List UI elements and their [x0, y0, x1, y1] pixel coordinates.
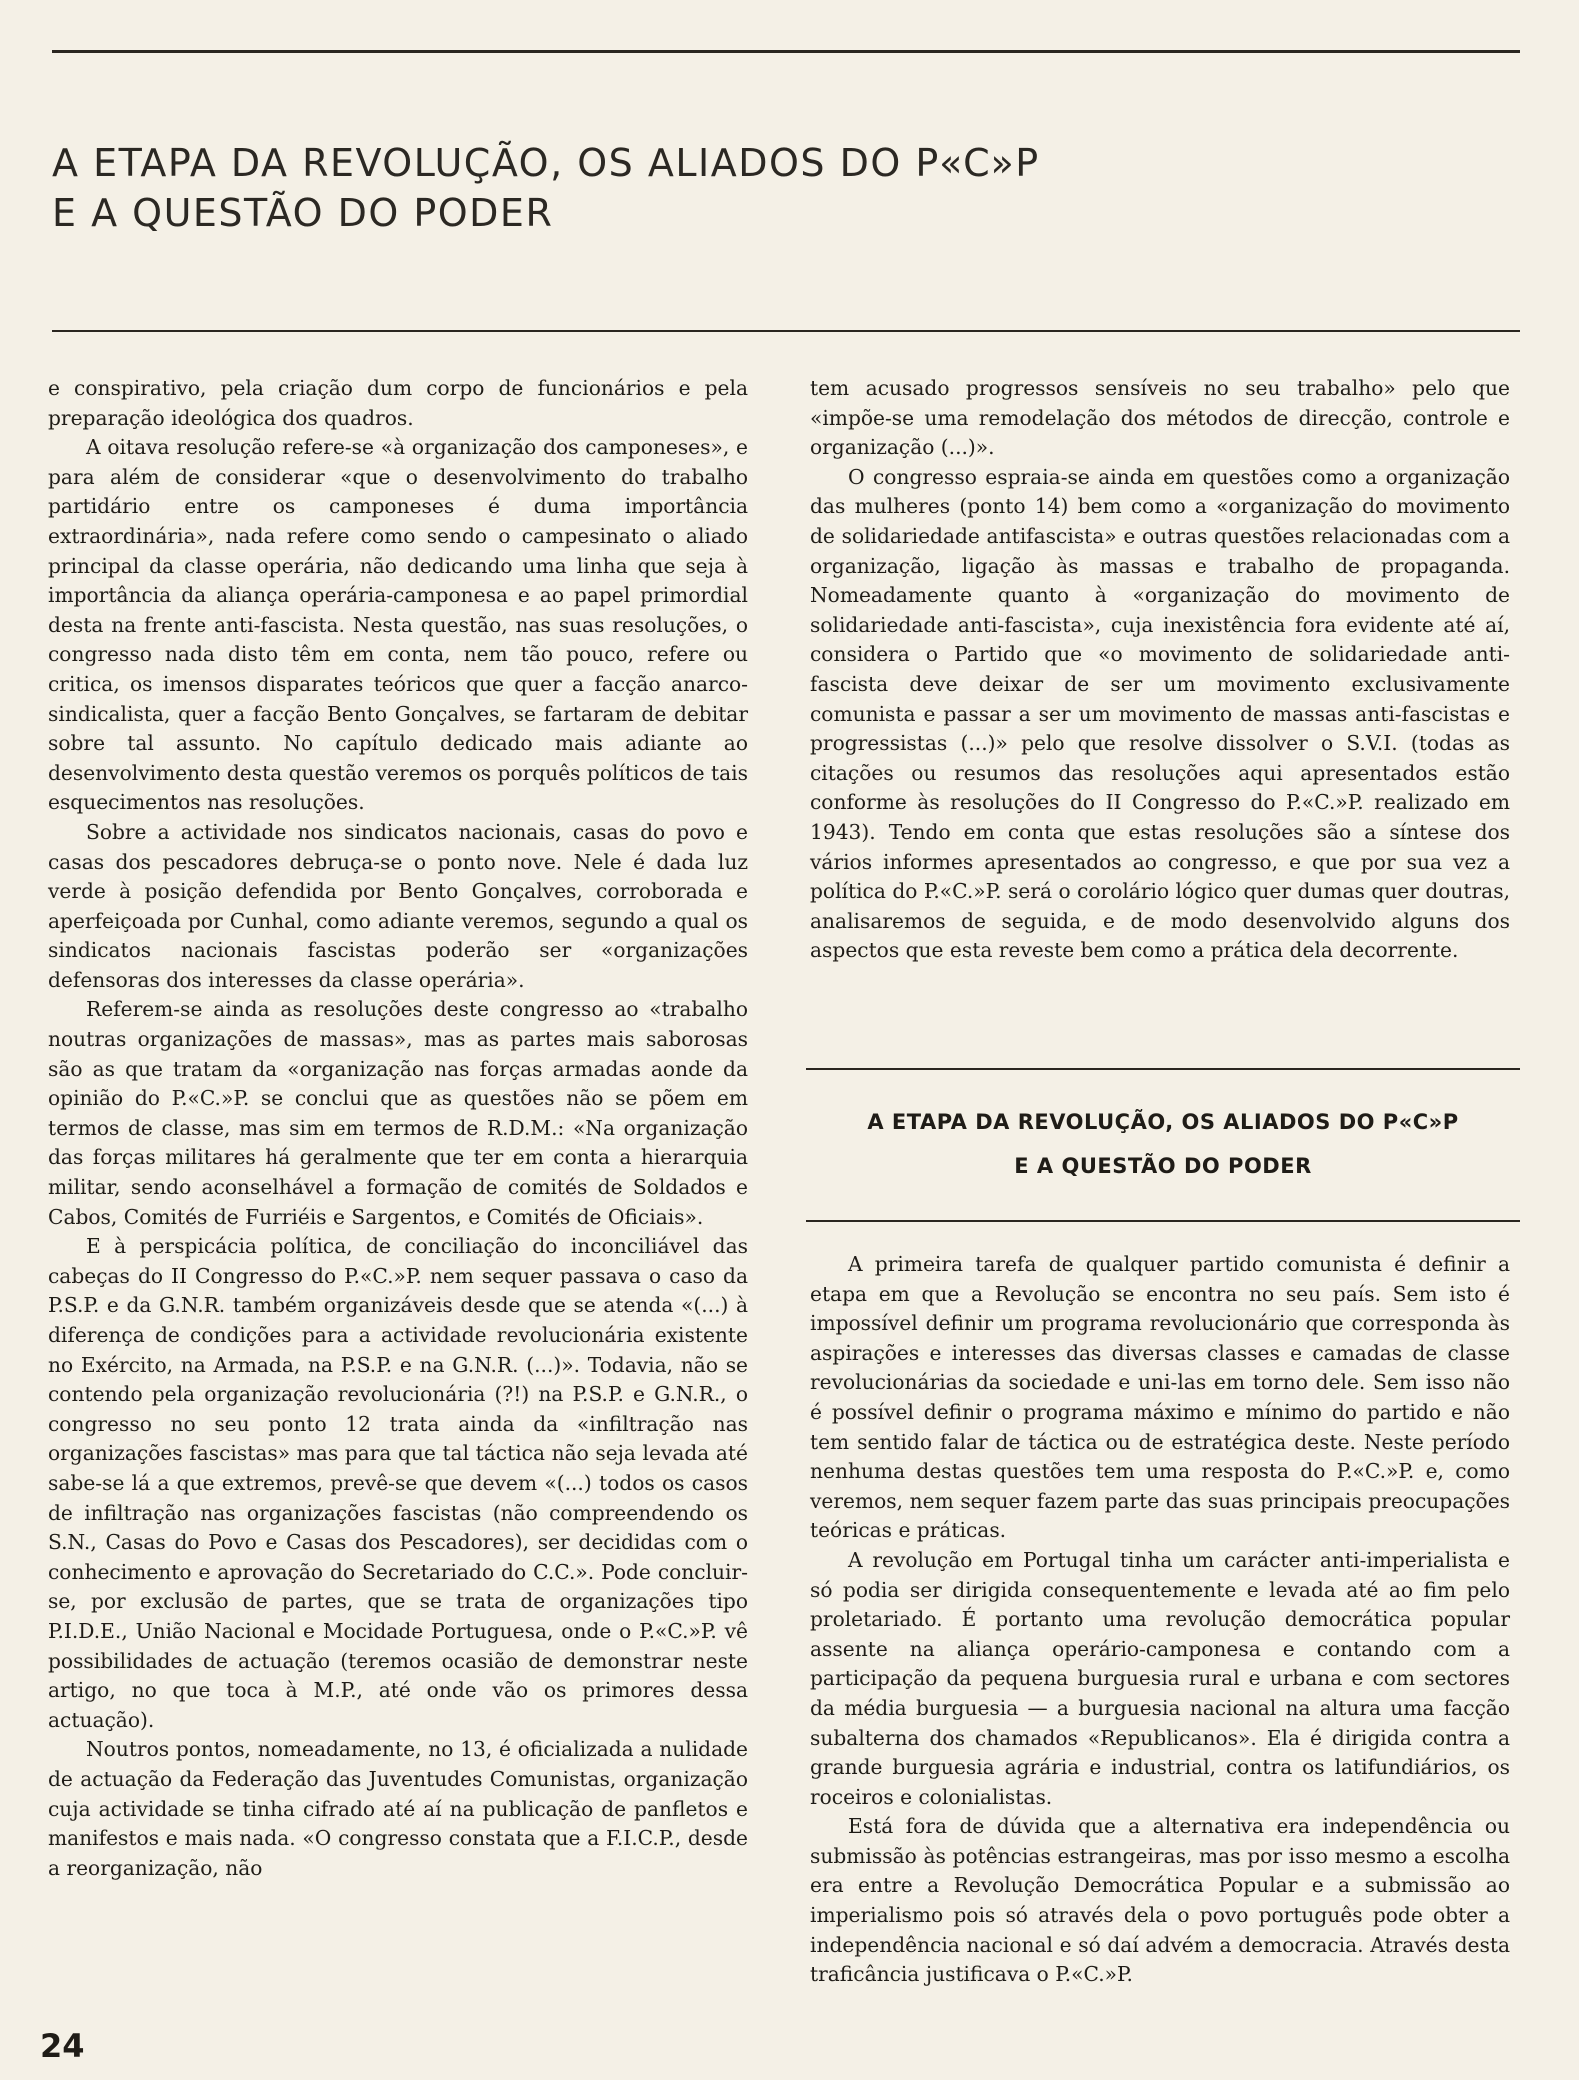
page-title-line-2: E A QUESTÃO DO PODER — [52, 191, 554, 235]
top-rule — [52, 50, 1520, 53]
section-rule-bottom — [806, 1220, 1520, 1222]
paragraph: A primeira tarefa de qualquer partido comunista é definir a etapa em que a Revolução se encontra no seu país. Sem isto é impossível definir um programa revolucionário que corresponda às aspirações e interesses das diversas classes e camadas de classe revolucionárias da sociedade e uni-las em torno dele. Sem isso não é possível definir o programa máximo e mínimo do partido e não tem sentido falar de táctica ou de estratégica deste. Neste período nenhuma destas questões tem uma resposta do P.«C.»P. e, como veremos, nem sequer fazem parte das suas principais preocupações teóricas e práticas. — [810, 1252, 1510, 1543]
paragraph: Noutros pontos, nomeadamente, no 13, é oficializada a nulidade de actuação da Federação das Juventudes Comunistas, organização cuja actividade se tinha cifrado até aí na publicação de panfletos e manifestos e mais nada. «O congresso constata que a F.I.C.P., desde a reorganização, não — [48, 1737, 748, 1880]
page-number: 24 — [40, 2027, 85, 2065]
paragraph: Referem-se ainda as resoluções deste congresso ao «trabalho noutras organizações de massas», mas as partes mais saborosas são as que tratam da «organização nas forças armadas aonde da opinião do P.«C.»P. se conclui que as questões não se põem em termos de classe, mas sim em termos de R.D.M.: «Na organização das forças militares há geralmente que ter em conta a hierarquia militar, sendo aconselhável a formação de comités de Soldados e Cabos, Comités de Furriéis e Sargentos, e Comités de Oficiais». — [48, 997, 748, 1229]
section-heading-line-2: E A QUESTÃO DO PODER — [1014, 1154, 1312, 1178]
section-heading — [806, 1100, 1520, 1188]
paragraph: Está fora de dúvida que a alternativa era independência ou submissão às potências estrangeiras, mas por isso mesmo a escolha era entre a Revolução Democrática Popular e a submissão ao imperialismo pois só através dela o povo português pode obter a independência nacional e só daí advém a democracia. Através desta traficância justificava o P.«C.»P. — [810, 1814, 1510, 1987]
paragraph: tem acusado progressos sensíveis no seu trabalho» pelo que «impõe-se uma remodelação dos métodos de direcção, controle e organização (...)». — [810, 376, 1510, 460]
right-column-bottom — [810, 1250, 1510, 1990]
page-title-line-1: A ETAPA DA REVOLUÇÃO, OS ALIADOS DO P«C»P — [52, 141, 1040, 185]
section-rule-top — [806, 1068, 1520, 1070]
left-column — [48, 374, 748, 1883]
paragraph: e conspirativo, pela criação dum corpo de funcionários e pela preparação ideológica dos quadros. — [48, 376, 748, 430]
paragraph: A oitava resolução refere-se «à organização dos camponeses», e para além de considerar «que o desenvolvimento do trabalho partidário entre os camponeses é duma importância extraordinária», nada refere como sendo o campesinato o aliado principal da classe operária, não dedicando uma linha que seja à importância da aliança operária-camponesa e ao papel primordial desta na frente anti-fascista. Nesta questão, nas suas resoluções, o congresso nada disto têm em conta, nem tão pouco, refere ou critica, os imensos disparates teóricos que quer a facção anarco-sindicalista, quer a facção Bento Gonçalves, se fartaram de debitar sobre tal assunto. No capítulo dedicado mais adiante ao desenvolvimento desta questão veremos os porquês políticos de tais esquecimentos nas resoluções. — [48, 435, 748, 815]
paragraph: Sobre a actividade nos sindicatos nacionais, casas do povo e casas dos pescadores debruça-se o ponto nove. Nele é dada luz verde à posição defendida por Bento Gonçalves, corroborada e aperfeiçoada por Cunhal, como adiante veremos, segundo a qual os sindicatos nacionais fascistas poderão ser «organizações defensoras dos interesses da classe operária». — [48, 819, 748, 992]
section-heading-line-1: A ETAPA DA REVOLUÇÃO, OS ALIADOS DO P«C»P — [867, 1110, 1459, 1134]
title-rule — [52, 330, 1520, 332]
right-column-top — [810, 374, 1510, 966]
paragraph: O congresso espraia-se ainda em questões como a organização das mulheres (ponto 14) bem como a «organização do movimento de solidariedade antifascista» e outras questões relacionadas com a organização, ligação às massas e trabalho de propaganda. Nomeadamente quanto à «organização do movimento de solidariedade anti-fascista», cuja inexistência fora evidente até aí, considera o Partido que «o movimento de solidariedade anti-fascista deve deixar de ser um movimento exclusivamente comunista e passar a ser um movimento de massas anti-fascistas e progressistas (...)» pelo que resolve dissolver o S.V.I. (todas as citações ou resumos das resoluções aqui apresentados estão conforme às resoluções do II Congresso do P.«C.»P. realizado em 1943). Tendo em conta que estas resoluções são a síntese dos vários informes apresentados ao congresso, e que por sua vez a política do P.«C.»P. será o corolário lógico quer dumas quer doutras, analisaremos de seguida, e de modo desenvolvido alguns dos aspectos que esta reveste bem como a prática dela decorrente. — [810, 464, 1510, 963]
paragraph: A revolução em Portugal tinha um carácter anti-imperialista e só podia ser dirigida consequentemente e levada até ao fim pelo proletariado. É portanto uma revolução democrática popular assente na aliança operário-camponesa e contando com a participação da pequena burguesia rural e urbana e com sectores da média burguesia — a burguesia nacional na altura uma facção subalterna dos chamados «Republicanos». Ela é dirigida contra a grande burguesia agrária e industrial, contra os latifundiários, os roceiros e colonialistas. — [810, 1547, 1510, 1809]
page-title — [52, 138, 1512, 238]
paragraph: E à perspicácia política, de conciliação do inconciliável das cabeças do II Congresso do P.«C.»P. nem sequer passava o caso da P.S.P. e da G.N.R. também organizáveis desde que se atenda «(...) à diferença de condições para a actividade revolucionária existente no Exército, na Armada, na P.S.P. e na G.N.R. (...)». Todavia, não se contendo pela organização revolucionária (?!) na P.S.P. e G.N.R., o congresso no seu ponto 12 trata ainda da «infiltração nas organizações fascistas» mas para que tal táctica não seja levada até sabe-se lá a que extremos, prevê-se que devem «(...) todos os casos de infiltração nas organizações fascistas (não compreendendo os S.N., Casas do Povo e Casas dos Pescadores), ser decididas com o conhecimento e aprovação do Secretariado do C.C.». Pode concluir-se, por exclusão de partes, que se trata de organizações tipo P.I.D.E., União Nacional e Mocidade Portuguesa, onde o P.«C.»P. vê possibilidades de actuação (teremos ocasião de demonstrar neste artigo, no que toca à M.P., até onde vão os primores dessa actuação). — [48, 1234, 748, 1732]
